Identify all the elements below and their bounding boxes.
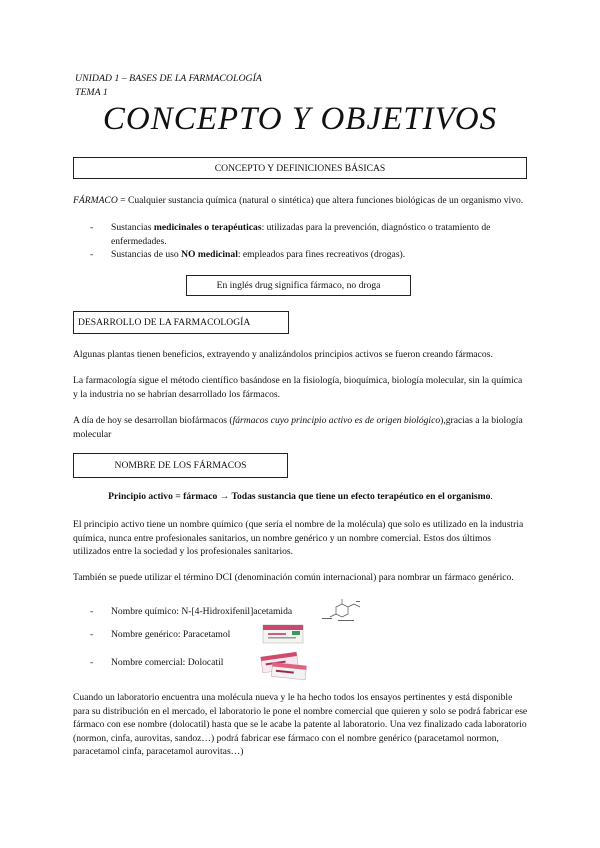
section-heading-names-label: NOMBRE DE LOS FÁRMACOS <box>114 460 247 471</box>
section-heading-names <box>73 453 288 478</box>
list-item <box>90 656 528 670</box>
list-dash: - <box>90 606 94 617</box>
molecule-structure-image <box>318 597 366 625</box>
note-box <box>186 275 411 296</box>
paracetamol-box-image <box>262 622 306 646</box>
paragraph: A día de hoy se desarrollan biofármacos (fármacos cuyo principio activo es de origen biológico),gracias a la biología molecular <box>73 415 523 440</box>
section-heading-development <box>73 311 289 334</box>
list-item <box>90 221 528 247</box>
paragraph: Cuando un laboratorio encuentra una molécula nueva y le ha hecho todos los ensayos pertinentes y está disponible para su distribución en el mercado, el laboratorio le pone el nombre comercial que quieren y solo se podrá fabricar ese fármaco con ese nombre (dolocatil) hasta que se le acabe la patente al laboratorio. Una vez finalizado cada laboratorio (normon, cinfa, aurovitas, sandoz…) podrá fabricar ese fármaco con el nombre genérico (paracetamol normon, paracetamol cinfa, paracetamol aurovitas…) <box>73 692 528 757</box>
unit-heading: UNIDAD 1 – BASES DE LA FARMACOLOGÍA <box>75 73 262 84</box>
list-dash: - <box>90 222 94 233</box>
list-item-text: Sustancias medicinales o terapéuticas: utilizadas para la prevención, diagnóstico o tratamiento de enfermedades. <box>111 222 491 247</box>
section-heading-concept-label: CONCEPTO Y DEFINICIONES BÁSICAS <box>214 162 386 174</box>
section-heading-development-label: DESARROLLO DE LA FARMACOLOGÍA <box>78 317 251 328</box>
list-item-text: Nombre químico: N-[4-Hidroxifenil]acetamida <box>111 606 293 617</box>
list-item <box>90 628 528 642</box>
list-dash: - <box>90 629 94 640</box>
page-title: CONCEPTO Y OBJETIVOS <box>102 101 498 137</box>
principle-line: Principio activo = fármaco → Todas sustancia que tiene un efecto terapéutico en el organismo. <box>108 491 493 502</box>
list-dash: - <box>90 657 94 668</box>
topic-heading: TEMA 1 <box>75 87 108 98</box>
principle-text: Principio activo = fármaco → Todas sustancia que tiene un efecto terapéutico en el organismo <box>108 491 491 502</box>
paragraph: Algunas plantas tienen beneficios, extrayendo y analizándolos principios activos se fueron creando fármacos. <box>73 349 493 360</box>
paragraph: La farmacología sigue el método científico basándose en la fisiología, bioquímica, biología molecular, sin la química y la industria no se habrían desarrollado los fármacos. <box>73 375 523 400</box>
list-item-text: Sustancias de uso NO medicinal: empleados para fines recreativos (drogas). <box>111 249 406 260</box>
dolocatil-box-image <box>258 650 308 680</box>
list-item-text: Nombre comercial: Dolocatil <box>111 657 224 668</box>
list-dash: - <box>90 249 94 260</box>
list-item <box>90 605 528 619</box>
definition-text: = Cualquier sustancia química (natural o sintética) que altera funciones biológicas de un organismo vivo. <box>117 195 524 206</box>
definition-term: FÁRMACO <box>73 195 118 206</box>
list-item-text: Nombre genérico: Paracetamol <box>111 629 231 640</box>
section-heading-concept <box>73 157 527 179</box>
definition-paragraph <box>73 194 528 208</box>
paragraph: También se puede utilizar el término DCI (denominación común internacional) para nombrar un fármaco genérico. <box>73 572 514 583</box>
note-text: En inglés drug significa fármaco, no droga <box>216 280 381 291</box>
list-item <box>90 248 528 262</box>
paragraph: El principio activo tiene un nombre químico (que sería el nombre de la molécula) que solo es utilizado en la industria química, nunca entre profesionales sanitarios, un nombre genérico y un nombre comercial. Estos dos últimos utilizados entre la sociedad y los profesionales sanitarios. <box>73 519 524 557</box>
